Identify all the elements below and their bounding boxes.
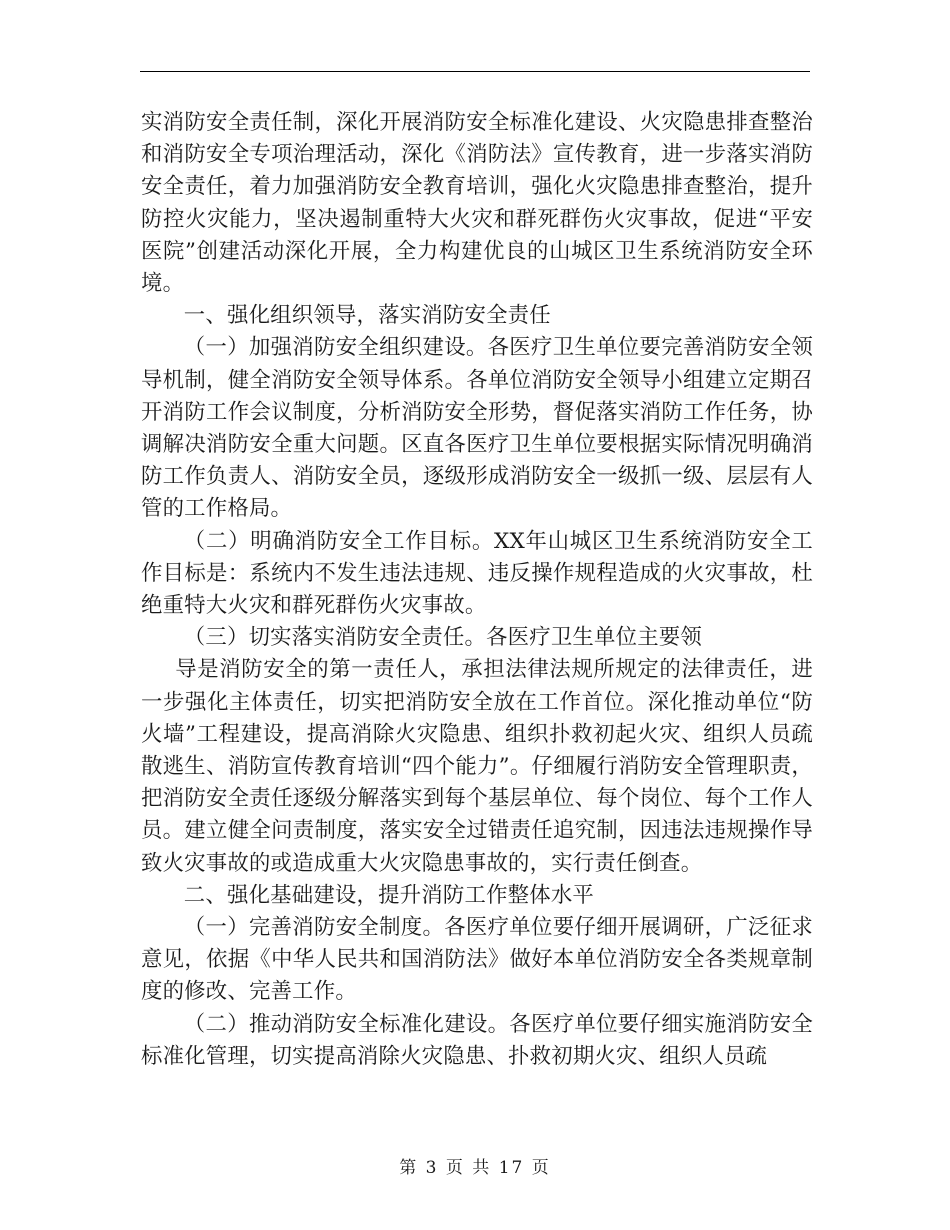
paragraph-1-3-start: （三）切实落实消防安全责任。各医疗卫生单位主要领 — [183, 625, 702, 651]
document-body — [141, 107, 813, 1073]
paragraph-2-2: （二）推动消防安全标准化建设。各医疗单位要仔细实施消防安全标准化管理，切实提高消除火灾隐患、扑救初期火灾、组织人员疏 — [141, 1011, 813, 1069]
paragraph-2-1: （一）完善消防安全制度。各医疗单位要仔细开展调研，广泛征求意见，依据《中华人民共和国消防法》做好本单位消防安全各类规章制度的修改、完善工作。 — [141, 915, 813, 1005]
section-heading-1: 一、强化组织领导，落实消防安全责任 — [183, 303, 551, 329]
paragraph-1-3-continued: 导是消防安全的第一责任人，承担法律法规所规定的法律责任，进一步强化主体责任，切实把消防安全放在工作首位。深化推动单位“防火墙”工程建设，提高消除火灾隐患、组织扑救初起火灾、组织人员疏散逃生、消防宣传教育培训“四个能力”。仔细履行消防安全管理职责，把消防安全责任逐级分解落实到每个基层单位、每个岗位、每个工作人员。建立健全问责制度，落实安全过错责任追究制，因违法违规操作导致火灾事故的或造成重大火灾隐患事故的，实行责任倒查。 — [141, 657, 813, 876]
paragraph-1-2: （二）明确消防安全工作目标。XX年山城区卫生系统消防安全工作目标是：系统内不发生违法违规、违反操作规程造成的火灾事故，杜绝重特大火灾和群死群伤火灾事故。 — [141, 528, 813, 619]
header-rule — [140, 71, 810, 72]
page-number: 第 3 页 共 17 页 — [399, 1158, 551, 1178]
paragraph-1-1: （一）加强消防安全组织建设。各医疗卫生单位要完善消防安全领导机制，健全消防安全领导体系。各单位消防安全领导小组建立定期召开消防工作会议制度，分析消防安全形势，督促落实消防工作任务，协调解决消防安全重大问题。区直各医疗卫生单位要根据实际情况明确消防工作负责人、消防安全员，逐级形成消防安全一级抓一级、层层有人管的工作格局。 — [141, 335, 813, 522]
paragraph-intro-continued: 实消防安全责任制，深化开展消防安全标准化建设、火灾隐患排查整治和消防安全专项治理活动，深化《消防法》宣传教育，进一步落实消防安全责任，着力加强消防安全教育培训，强化火灾隐患排查整治，提升防控火灾能力，坚决遏制重特大火灾和群死群伤火灾事故，促进“平安医院”创建活动深化开展，全力构建优良的山城区卫生系统消防安全环境。 — [141, 110, 813, 297]
section-heading-2: 二、强化基础建设，提升消防工作整体水平 — [183, 882, 595, 908]
